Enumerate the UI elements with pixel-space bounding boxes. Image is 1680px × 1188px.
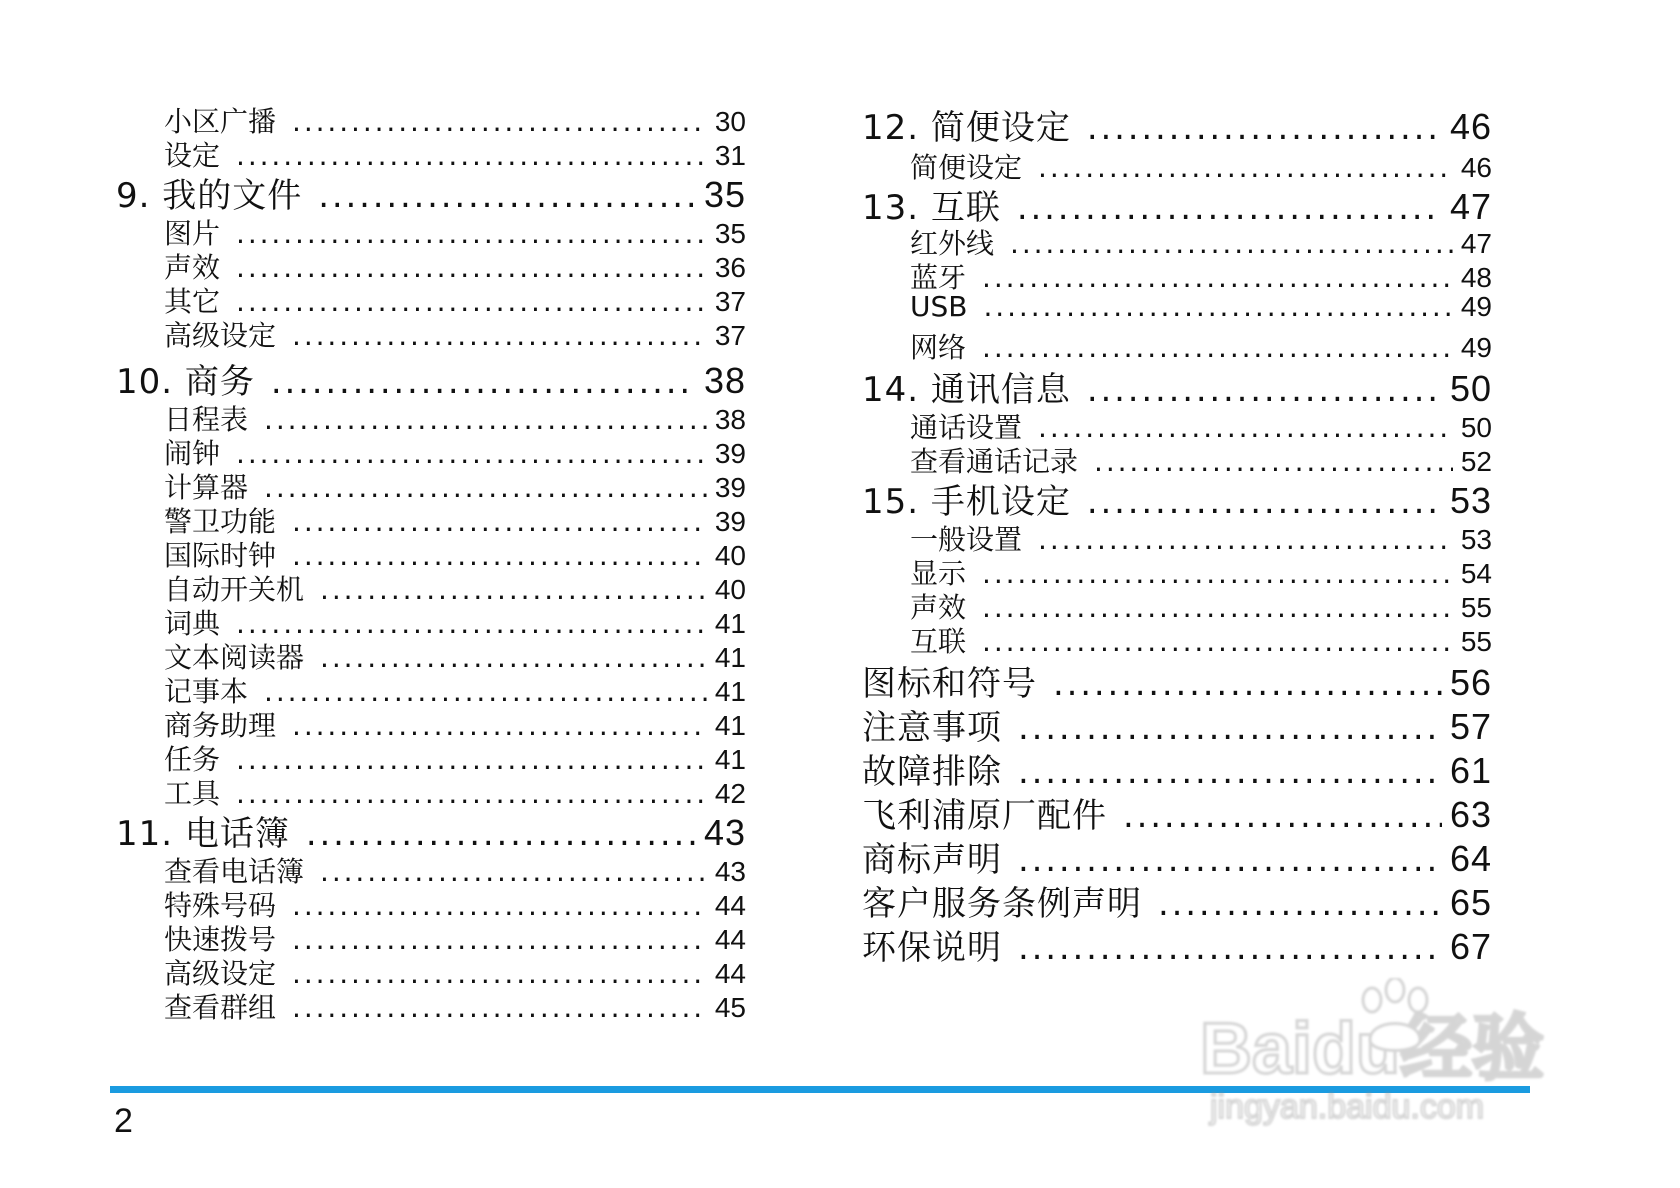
toc-entry-label: 快速拨号 [164, 923, 277, 956]
toc-section-entry [862, 620, 1492, 660]
toc-entry-page-number: 48 [1460, 262, 1492, 293]
dot-leader [1053, 664, 1442, 704]
toc-entry-page-number: 46 [1449, 106, 1492, 147]
toc-entry-page-number: 36 [714, 252, 746, 283]
toc-chapter-entry [862, 920, 1492, 969]
toc-entry-label: 商务助理 [164, 709, 277, 742]
toc-entry-page-number: 53 [1449, 480, 1492, 521]
toc-chapter-entry [862, 100, 1492, 149]
dot-leader [292, 991, 707, 1024]
toc-entry-page-number: 52 [1460, 446, 1492, 477]
toc-entry-page-number: 42 [714, 778, 746, 809]
toc-entry-page-number: 55 [1460, 592, 1492, 623]
toc-entry-page-number: 64 [1449, 838, 1492, 879]
dot-leader [1087, 482, 1442, 522]
toc-entry-label: 查看电话簿 [164, 855, 305, 888]
dot-leader [292, 319, 707, 352]
toc-entry-label: 词典 [164, 607, 221, 640]
dot-leader [318, 176, 696, 216]
toc-entry-label: 14. 通讯信息 [862, 370, 1071, 410]
toc-entry-page-number: 56 [1449, 662, 1492, 703]
toc-entry-label: 显示 [910, 557, 967, 590]
toc-entry-label: 15. 手机设定 [862, 482, 1071, 522]
toc-entry-label: 高级设定 [164, 319, 277, 352]
toc-entry-label: 蓝牙 [910, 261, 967, 294]
dot-leader [1087, 370, 1442, 410]
toc-entry-label: 其它 [164, 285, 221, 318]
dot-leader [982, 625, 1453, 658]
toc-entry-page-number: 30 [714, 106, 746, 137]
toc-entry-label: 国际时钟 [164, 539, 277, 572]
toc-entry-page-number: 49 [1460, 291, 1492, 322]
toc-chapter-entry [862, 474, 1492, 523]
toc-entry-label: 文本阅读器 [164, 641, 305, 674]
toc-chapter-entry [862, 656, 1492, 705]
watermark-url: jingyan.baidu.com [1210, 1088, 1485, 1126]
toc-entry-label: 特殊号码 [164, 889, 277, 922]
toc-entry-page-number: 39 [714, 506, 746, 537]
toc-entry-page-number: 44 [714, 924, 746, 955]
toc-entry-page-number: 47 [1449, 186, 1492, 227]
toc-chapter-entry [116, 354, 746, 403]
toc-entry-page-number: 61 [1449, 750, 1492, 791]
toc-entry-label: 环保说明 [862, 928, 1002, 968]
toc-entry-label: 任务 [164, 743, 221, 776]
dot-leader [1018, 752, 1442, 792]
toc-entry-page-number: 57 [1449, 706, 1492, 747]
toc-entry-page-number: 38 [703, 360, 746, 401]
dot-leader [1018, 708, 1442, 748]
toc-chapter-entry [116, 806, 746, 855]
toc-entry-label: 设定 [164, 139, 221, 172]
toc-entry-page-number: 41 [714, 608, 746, 639]
toc-entry-page-number: 50 [1460, 412, 1492, 443]
toc-entry-label: 声效 [164, 251, 221, 284]
toc-entry-page-number: 47 [1460, 228, 1492, 259]
toc-entry-label: 网络 [910, 331, 967, 364]
toc-entry-page-number: 41 [714, 744, 746, 775]
dot-leader [1123, 796, 1442, 836]
toc-entry-label: 红外线 [910, 227, 995, 260]
toc-entry-label: 故障排除 [862, 752, 1002, 792]
toc-entry-label: 自动开关机 [164, 573, 305, 606]
toc-entry-page-number: 65 [1449, 882, 1492, 923]
toc-entry-page-number: 54 [1460, 558, 1492, 589]
toc-entry-page-number: 44 [714, 958, 746, 989]
toc-entry-label: 小区广播 [164, 105, 277, 138]
toc-entry-page-number: 39 [714, 438, 746, 469]
toc-entry-page-number: 46 [1460, 152, 1492, 183]
toc-chapter-entry [862, 876, 1492, 925]
toc-entry-page-number: 53 [1460, 524, 1492, 555]
toc-entry-label: 注意事项 [862, 708, 1002, 748]
toc-entry-label: 客户服务条例声明 [862, 884, 1142, 924]
toc-chapter-entry [862, 362, 1492, 411]
toc-entry-label: 警卫功能 [164, 505, 277, 538]
dot-leader [1158, 884, 1442, 924]
dot-leader [1018, 840, 1442, 880]
toc-entry-page-number: 43 [703, 812, 746, 853]
toc-entry-page-number: 38 [714, 404, 746, 435]
toc-entry-label: 飞利浦原厂配件 [862, 796, 1107, 836]
toc-entry-label: 通话设置 [910, 411, 1023, 444]
toc-entry-label: 高级设定 [164, 957, 277, 990]
toc-section-entry [116, 314, 746, 354]
toc-entry-label: 互联 [910, 625, 967, 658]
toc-entry-page-number: 67 [1449, 926, 1492, 967]
toc-entry-page-number: 55 [1460, 626, 1492, 657]
toc-chapter-entry [862, 700, 1492, 749]
toc-entry-label: 13. 互联 [862, 188, 1001, 228]
toc-entry-page-number: 40 [714, 540, 746, 571]
toc-entry-label: 商标声明 [862, 840, 1002, 880]
toc-chapter-entry [862, 832, 1492, 881]
page-number: 2 [114, 1102, 133, 1140]
dot-leader [983, 290, 1452, 323]
toc-entry-label: 计算器 [164, 471, 249, 504]
toc-entry-label: 图片 [164, 217, 221, 250]
toc-entry-page-number: 35 [703, 174, 746, 215]
toc-entry-page-number: 37 [714, 286, 746, 317]
toc-section-entry [862, 290, 1492, 323]
paw-icon [1350, 978, 1440, 1058]
toc-entry-page-number: 50 [1449, 368, 1492, 409]
toc-entry-label: 一般设置 [910, 523, 1023, 556]
toc-entry-label: 工具 [164, 777, 221, 810]
baidu-watermark [1200, 990, 1610, 1140]
toc-section-entry [862, 326, 1492, 366]
toc-entry-label: 查看群组 [164, 991, 277, 1024]
dot-leader [306, 814, 696, 854]
toc-chapter-entry [862, 788, 1492, 837]
watermark-brand: Baidu经验 [1200, 1009, 1545, 1089]
dot-leader [271, 362, 696, 402]
toc-chapter-entry [116, 168, 746, 217]
toc-entry-page-number: 45 [714, 992, 746, 1023]
toc-entry-label: 图标和符号 [862, 664, 1037, 704]
dot-leader [1018, 928, 1442, 968]
toc-entry-page-number: 49 [1460, 332, 1492, 363]
toc-entry-page-number: 41 [714, 710, 746, 741]
toc-entry-page-number: 44 [714, 890, 746, 921]
toc-entry-label: 9. 我的文件 [116, 176, 303, 216]
toc-entry-label: 简便设定 [910, 151, 1023, 184]
toc-entry-label: 记事本 [164, 675, 249, 708]
toc-entry-label: 10. 商务 [116, 362, 255, 402]
toc-entry-label: 11. 电话簿 [116, 814, 290, 854]
toc-entry-page-number: 41 [714, 642, 746, 673]
toc-entry-page-number: 31 [714, 140, 746, 171]
toc-entry-label: 12. 简便设定 [862, 108, 1071, 148]
dot-leader [1087, 108, 1442, 148]
toc-entry-label: 日程表 [164, 403, 249, 436]
toc-entry-page-number: 35 [714, 218, 746, 249]
toc-entry-page-number: 37 [714, 320, 746, 351]
toc-entry-page-number: 39 [714, 472, 746, 503]
toc-entry-label: 查看通话记录 [910, 445, 1079, 478]
toc-entry-label: 声效 [910, 591, 967, 624]
toc-entry-label: USB [910, 290, 968, 323]
toc-chapter-entry [862, 744, 1492, 793]
toc-entry-page-number: 40 [714, 574, 746, 605]
toc-section-entry [116, 986, 746, 1026]
toc-entry-page-number: 41 [714, 676, 746, 707]
dot-leader [982, 331, 1453, 364]
toc-entry-label: 闹钟 [164, 437, 221, 470]
toc-entry-page-number: 43 [714, 856, 746, 887]
toc-entry-page-number: 63 [1449, 794, 1492, 835]
